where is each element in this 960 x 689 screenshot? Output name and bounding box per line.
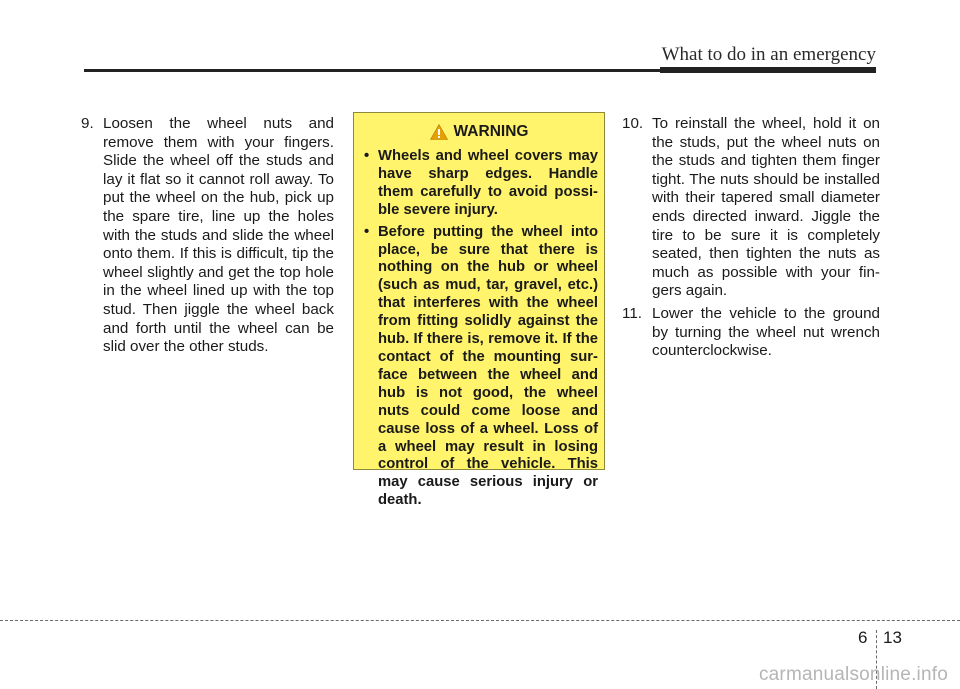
watermark: carmanualsonline.info xyxy=(758,664,948,685)
chapter-number: 6 xyxy=(858,628,868,647)
right-column xyxy=(622,115,880,365)
page-number: 13 xyxy=(883,628,902,647)
warning-header xyxy=(354,123,604,141)
warning-box xyxy=(353,112,605,509)
bullet: • xyxy=(364,148,370,164)
left-column xyxy=(81,115,334,361)
warning-item xyxy=(364,224,598,511)
step-11 xyxy=(622,305,880,361)
step-text: Loosen the wheel nuts and remove them with your fingers. Slide the wheel off the studs and lay it flat so it cannot roll away. To put the wheel on the hub, pick up the spare tire, line up the holes with the studs and slide the wheel onto them. If this is difficult, tip the wheel slightly and get the top hole in the wheel lined up with the top stud. Then jiggle the wheel back and forth until the wheel can be slid over the other studs. xyxy=(103,115,334,356)
warning-item xyxy=(364,148,598,220)
header-divider-accent xyxy=(660,67,876,73)
step-text: Lower the vehicle to the ground by turning the wheel nut wrench counterclockwise. xyxy=(652,304,880,360)
warning-item-text: Wheels and wheel covers may have sharp edges. Handle them carefully to avoid possi-ble severe injury. xyxy=(378,148,598,218)
warning-list xyxy=(364,148,598,514)
step-number: 10. xyxy=(622,115,644,132)
warning-title: WARNING xyxy=(453,123,529,140)
step-text: To reinstall the wheel, hold it on the studs, put the wheel nuts on the studs and tighten them finger tight. The nuts should be installed with their tapered small diameter ends directed inward. Jiggle the tire to be sure it is completely seated, then tighten the nuts as much as possible with your fin-gers again. xyxy=(652,115,880,300)
step-9 xyxy=(81,115,334,357)
step-number: 11. xyxy=(622,304,642,322)
step-10 xyxy=(622,115,880,301)
bullet: • xyxy=(364,223,370,240)
footer-divider xyxy=(0,620,960,621)
warning-triangle-icon xyxy=(430,124,448,140)
warning-item-text: Before putting the wheel into place, be sure that there is nothing on the hub or wheel (such as mud, tar, gravel, etc.) that interferes with the wheel from fitting solidly against the hub. If there is, remove it. If the contact of the mounting sur-face between the wheel and hub is not good, the wheel nuts could come loose and cause loss of a wheel. Loss of a wheel may result in losing control of the vehicle. This may cause serious injury or death. xyxy=(378,223,598,509)
section-title: What to do in an emergency xyxy=(661,44,876,65)
step-number: 9. xyxy=(81,115,94,132)
